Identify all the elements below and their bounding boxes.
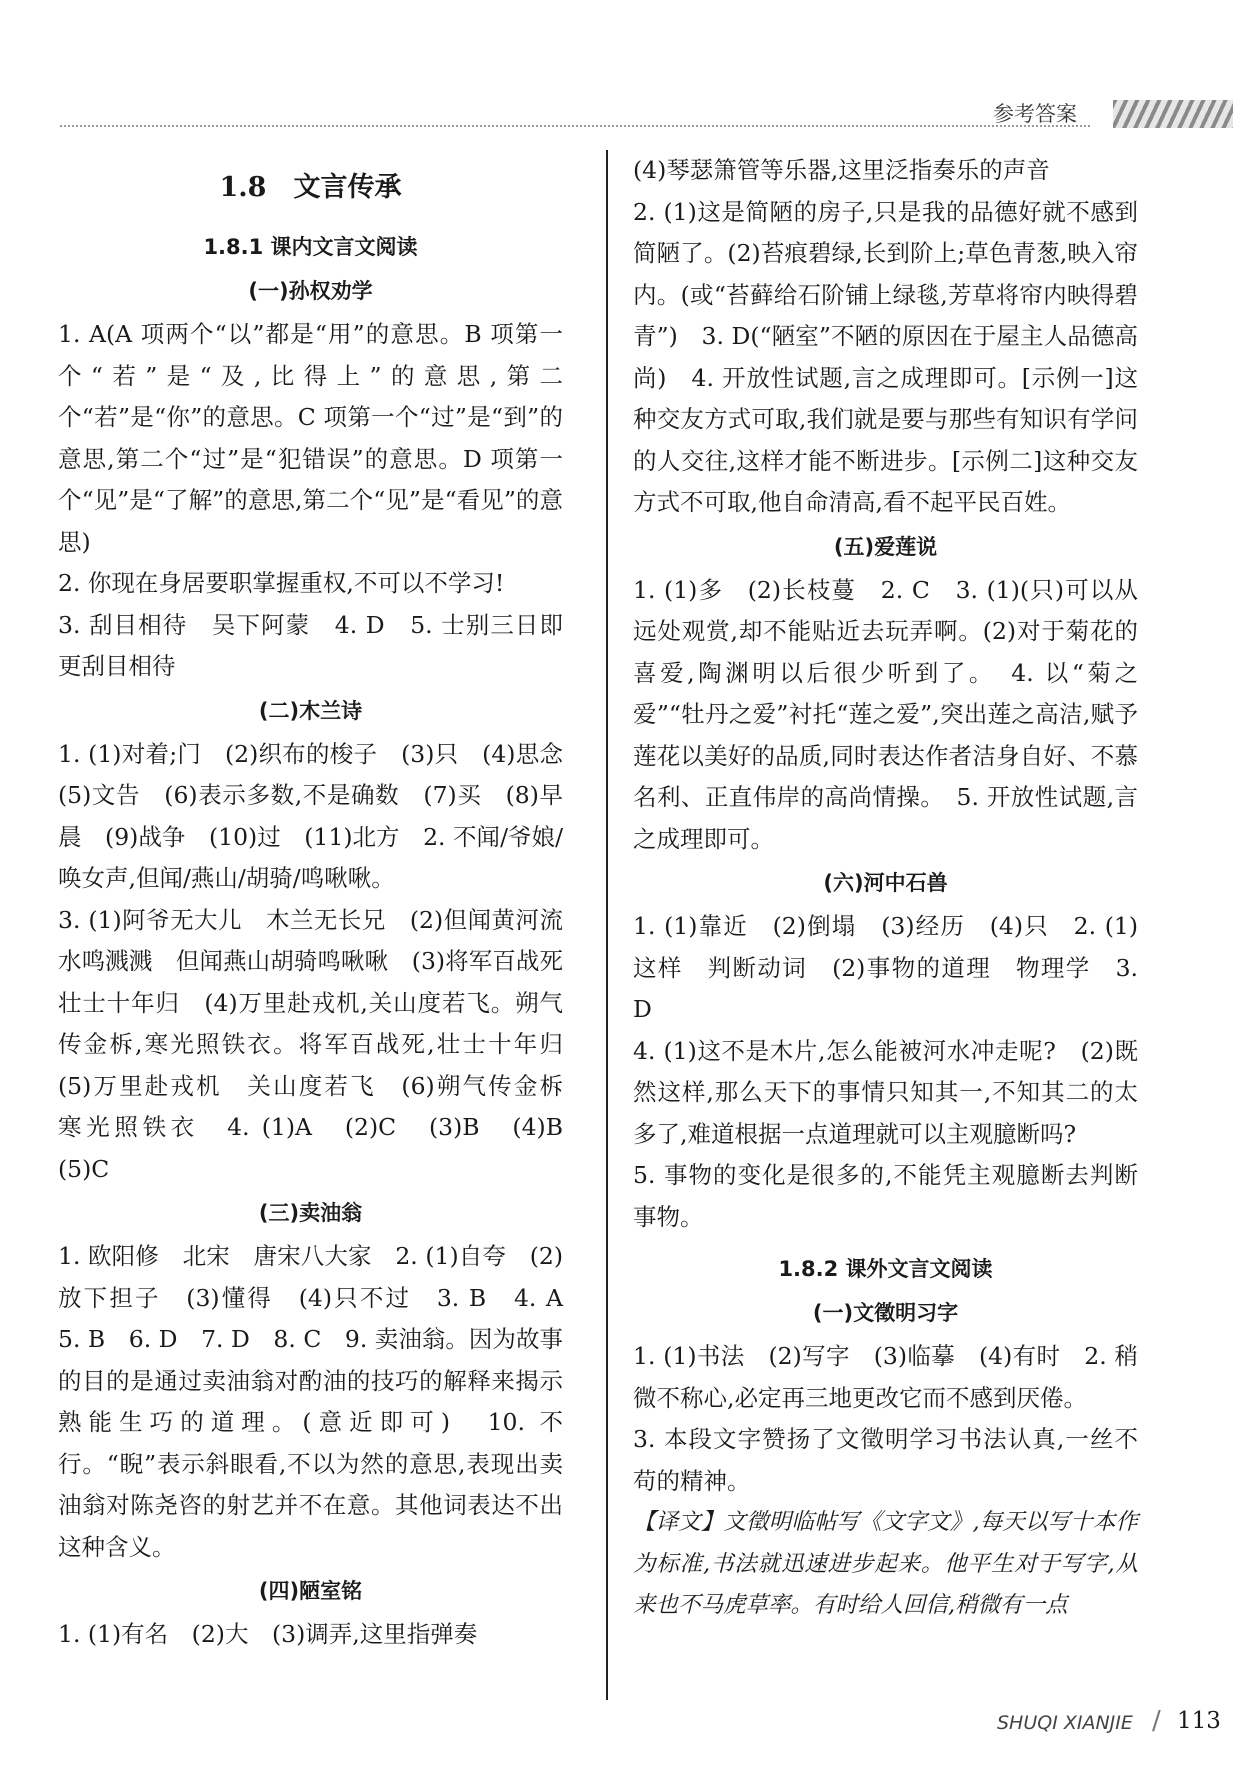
passage-title: (二)木兰诗 <box>258 698 363 723</box>
right-column <box>633 150 1138 1627</box>
answer-paragraph: 1. (1)书法 (2)写字 (3)临摹 (4)有时 2. 稍微不称心,必定再三地更改它而不感到厌倦。 <box>633 1342 1138 1412</box>
passage-title: (四)陋室铭 <box>258 1579 363 1603</box>
answer-paragraph: 1. (1)多 (2)长枝蔓 2. C 3. (1)(只)可以从远处观赏,却不能贴近去玩弄啊。(2)对于菊花的喜爱,陶渊明以后很少听到了。 4. 以“菊之爱”“牡丹之爱”衬托“莲之爱”,突出莲之高洁,赋予莲花以美好的品质,同时表达作者洁身自好、不慕名利、正直伟岸的高尚情操。 5. 开放性试题,言之成理即可。 <box>633 575 1138 853</box>
footer-slash-icon: / <box>1152 1706 1161 1736</box>
passage-title: (五)爱莲说 <box>833 534 938 559</box>
left-column <box>58 150 587 1656</box>
passage-title: (一)文徵明习字 <box>812 1301 959 1325</box>
header-stripe-decoration <box>1113 100 1233 128</box>
page-number: 113 <box>1177 1708 1221 1734</box>
passage-title: (三)卖油翁 <box>258 1201 363 1225</box>
answer-paragraph: 2. 你现在身居要职掌握重权,不可以不学习! <box>58 569 505 597</box>
answer-paragraph: 3. 本段文字赞扬了文徵明学习书法认真,一丝不苟的精神。 <box>633 1425 1138 1495</box>
translation-paragraph: 【译文】文徵明临帖写《文字文》,每天以写十本作为标准,书法就迅速进步起来。他平生对于写字,从来也不马虎草率。有时给人回信,稍微有一点 <box>633 1509 1138 1618</box>
subsection-title: 1.8.1 课内文言文阅读 <box>203 235 418 259</box>
answer-paragraph: 1. A(A 项两个“以”都是“用”的意思。B 项第一个“若”是“及,比得上”的意思,第二个“若”是“你”的意思。C 项第一个“过”是“到”的意思,第二个“过”是“犯错误”的意思。D 项第一个“见”是“了解”的意思,第二个“见”是“看见”的意思) <box>58 320 563 556</box>
answer-paragraph: 2. (1)这是简陋的房子,只是我的品德好就不感到简陋了。(2)苔痕碧绿,长到阶上;草色青葱,映入帘内。(或“苔藓给石阶铺上绿毯,芳草将帘内映得碧青”) 3. D(“陋室”不陋的原因在于屋主人品德高尚) 4. 开放性试题,言之成理即可。[示例一]这种交友方式可取,我们就是要与那些有知识有学问的人交往,这样才能不断进步。[示例二]这种交友方式不可取,他自命清高,看不起平民百姓。 <box>633 197 1138 516</box>
column-divider <box>606 150 608 1700</box>
answer-paragraph: 1. 欧阳修 北宋 唐宋八大家 2. (1)自夸 (2)放下担子 (3)懂得 (4)只不过 3. B 4. A 5. B 6. D 7. D 8. C 9. 卖油翁。因为故事的目的是通过卖油翁对酌油的技巧的解释来揭示熟能生巧的道理。(意近即可) 10. 不行。“睨”表示斜眼看,不以为然的意思,表现出卖油翁对陈尧咨的射艺并不在意。其他词表达不出这种含义。 <box>58 1242 587 1561</box>
answer-paragraph: 4. (1)这不是木片,怎么能被河水冲走呢? (2)既然这样,那么天下的事情只知其一,不知其二的太多了,难道根据一点道理就可以主观臆断吗? <box>633 1036 1138 1148</box>
header-dotted-rule <box>60 125 1090 127</box>
passage-title: (一)孙权劝学 <box>248 279 373 303</box>
answer-paragraph: 3. 刮目相待 吴下阿蒙 4. D 5. 士别三日即更刮目相待 <box>58 610 563 680</box>
answer-paragraph: 1. (1)靠近 (2)倒塌 (3)经历 (4)只 2. (1)这样 判断动词 (2)事物的道理 物理学 3. D <box>633 912 1138 1023</box>
answer-paragraph: (4)琴瑟箫管等乐器,这里泛指奏乐的声音 <box>633 156 1050 184</box>
answer-paragraph: 1. (1)对着;门 (2)织布的梭子 (3)只 (4)思念 (5)文告 (6)表示多数,不是确数 (7)买 (8)早晨 (9)战争 (10)过 (11)北方 2. 不闻/爷娘/唤女声,但闻/燕山/胡骑/鸣啾啾。 <box>58 739 587 892</box>
section-title: 1.8 文言传承 <box>219 172 402 203</box>
subsection-title: 1.8.2 课外文言文阅读 <box>778 1257 993 1281</box>
answer-paragraph: 3. (1)阿爷无大儿 木兰无长兄 (2)但闻黄河流水鸣溅溅 但闻燕山胡骑鸣啾啾 (3)将军百战死 壮士十年归 (4)万里赴戎机,关山度若飞。朔气传金柝,寒光照铁衣。将军百战死,壮士十年归 (5)万里赴戎机 关山度若飞 (6)朔气传金柝 寒光照铁衣 4. (1)A (2)C (3)B (4)B (5)C <box>58 905 587 1183</box>
answer-paragraph: 5. 事物的变化是很多的,不能凭主观臆断去判断事物。 <box>633 1161 1138 1231</box>
header-label: 参考答案 <box>993 102 1077 126</box>
answer-paragraph: 1. (1)有名 (2)大 (3)调弄,这里指弹奏 <box>58 1620 478 1648</box>
passage-title: (六)河中石兽 <box>823 871 948 895</box>
footer-series-label: SHUQI XIANJIE <box>997 1712 1133 1734</box>
